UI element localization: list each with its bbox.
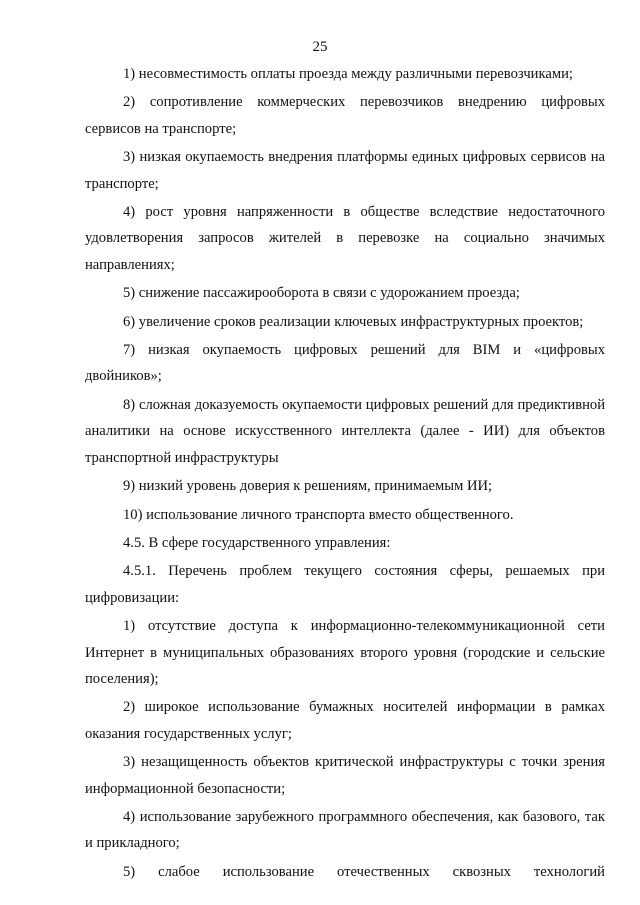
- paragraph: 5) снижение пассажирооборота в связи с удорожанием проезда;: [123, 285, 520, 302]
- page-body: [85, 61, 605, 887]
- paragraph: 3) низкая окупаемость внедрения платформы единых цифровых сервисов на транспорте;: [85, 149, 605, 192]
- paragraph: 9) низкий уровень доверия к решениям, принимаемым ИИ;: [123, 478, 493, 495]
- paragraph: 4) использование зарубежного программного обеспечения, как базового, так и прикладного;: [85, 808, 605, 852]
- paragraph: 6) увеличение сроков реализации ключевых инфраструктурных проектов;: [123, 313, 584, 330]
- page-number: 25: [312, 39, 328, 55]
- paragraph: 4) рост уровня напряженности в обществе вследствие недостаточного удовлетворения запросов жителей в перевозке на социально значимых направлениях;: [85, 204, 605, 273]
- paragraph: 1) несовместимость оплаты проезда между различными перевозчиками;: [123, 66, 573, 82]
- paragraph: 7) низкая окупаемость цифровых решений для BIM и «цифровых двойников»;: [85, 342, 605, 385]
- paragraph: 5) слабое использование отечественных сквозных технологий: [123, 863, 605, 880]
- paragraph: 1) отсутствие доступа к информационно-телекоммуникационной сети Интернет в муниципальных образованиях второго уровня (городские и сельские поселения);: [85, 618, 605, 687]
- paragraph: 2) широкое использование бумажных носителей информации в рамках оказания государственных услуг;: [85, 699, 605, 742]
- paragraph: 10) использование личного транспорта вместо общественного.: [123, 506, 514, 523]
- paragraph: 8) сложная доказуемость окупаемости цифровых решений для предиктивной аналитики на основе искусственного интеллекта (далее - ИИ) для объектов транспортной инфраструктуры: [85, 396, 605, 466]
- subsection-heading: 4.5.1. Перечень проблем текущего состояния сферы, решаемых при цифровизации:: [85, 563, 605, 606]
- paragraph: 3) незащищенность объектов критической инфраструктуры с точки зрения информационной безопасности;: [85, 754, 605, 797]
- section-heading: 4.5. В сфере государственного управления:: [123, 534, 391, 551]
- paragraph: 2) сопротивление коммерческих перевозчиков внедрению цифровых сервисов на транспорте;: [85, 94, 605, 137]
